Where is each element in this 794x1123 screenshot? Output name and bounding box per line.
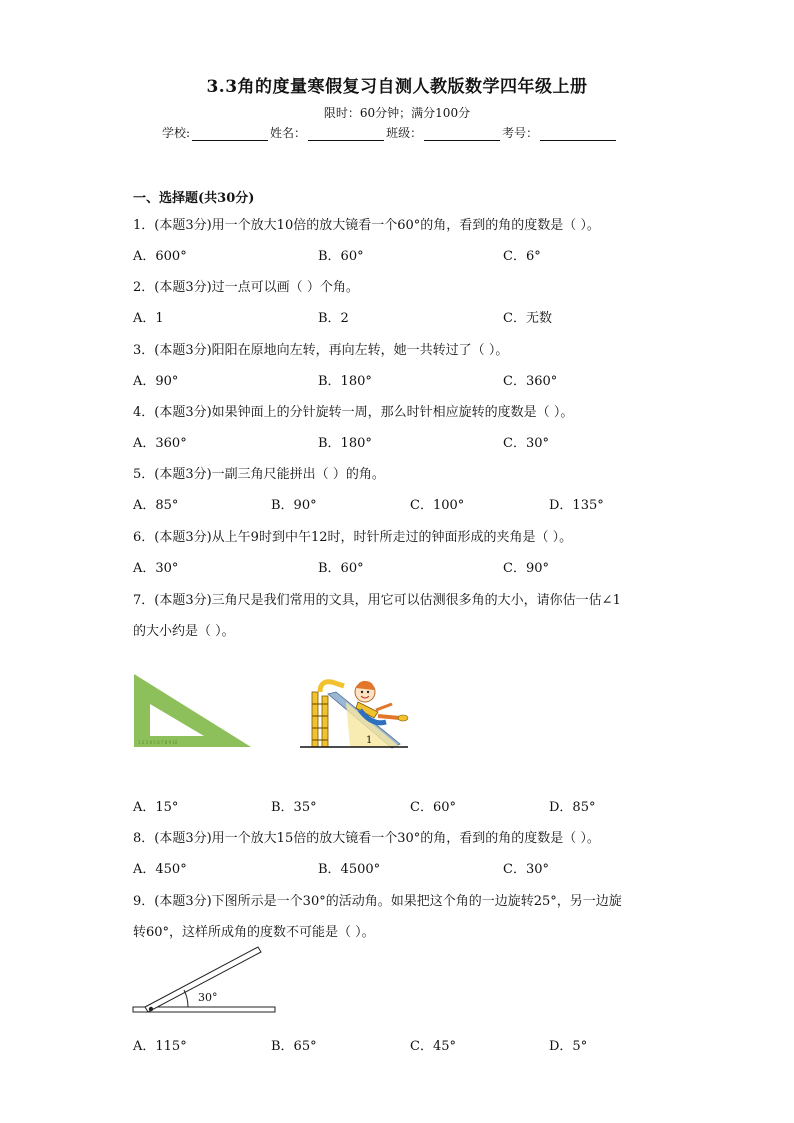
option[interactable]: D．135° [549, 498, 604, 513]
question-1: 1．(本题3分)用一个放大10倍的放大镜看一个60°的角，看到的角的度数是（ ）。 [133, 218, 600, 233]
question-9: 9．(本题3分)下图所示是一个30°的活动角。如果把这个角的一边旋转25°，另一边旋 [133, 894, 622, 909]
option[interactable]: C．6° [503, 249, 541, 264]
movable-angle-figure [130, 945, 280, 1025]
option[interactable]: C．60° [410, 800, 456, 815]
option[interactable]: A．115° [133, 1039, 187, 1054]
option[interactable]: A．85° [133, 498, 179, 513]
option[interactable]: C．90° [503, 561, 549, 576]
slide-figure [300, 674, 440, 754]
option[interactable]: B．60° [318, 561, 364, 576]
option[interactable]: A．15° [133, 800, 179, 815]
option[interactable]: A．30° [133, 561, 179, 576]
section-title: 一、选择题(共30分) [133, 191, 255, 206]
option[interactable]: C．100° [410, 498, 465, 513]
option[interactable]: B．65° [271, 1039, 317, 1054]
question-3: 3．(本题3分)阳阳在原地向左转，再向左转，她一共转过了（ ）。 [133, 343, 509, 358]
name-label: 姓名： [270, 126, 307, 140]
question-2: 2．(本题3分)过一点可以画（ ）个角。 [133, 280, 359, 295]
option[interactable]: C．45° [410, 1039, 456, 1054]
time-limit-line: 限时：60分钟；满分100分 [323, 106, 471, 120]
option[interactable]: A．450° [133, 862, 187, 877]
exam-no-label: 考号： [502, 126, 539, 140]
option[interactable]: B．180° [318, 374, 372, 389]
option[interactable]: A．1 [133, 311, 164, 326]
option[interactable]: B．180° [318, 436, 372, 451]
option[interactable]: A．360° [133, 436, 187, 451]
question-9-line-2: 转60°，这样所成角的度数不可能是（ ）。 [133, 925, 375, 940]
question-7-line-2: 的大小约是（ ）。 [133, 624, 235, 639]
option[interactable]: D．5° [549, 1039, 588, 1054]
option[interactable]: B．35° [271, 800, 317, 815]
exam-no-blank[interactable] [540, 128, 616, 141]
page-title: 3.3角的度量寒假复习自测人教版数学四年级上册 [206, 77, 588, 97]
class-blank[interactable] [424, 128, 500, 141]
question-6: 6．(本题3分)从上午9时到中午12时，时针所走过的钟面形成的夹角是（ ）。 [133, 530, 573, 545]
option[interactable]: D．85° [549, 800, 596, 815]
option[interactable]: B．2 [318, 311, 349, 326]
question-4: 4．(本题3分)如果钟面上的分针旋转一周，那么时针相应旋转的度数是（ ）。 [133, 405, 574, 420]
option[interactable]: B．90° [271, 498, 317, 513]
angle-30-label: 30° [198, 991, 218, 1004]
school-label: 学校: [162, 126, 191, 140]
option[interactable]: C．360° [503, 374, 558, 389]
option[interactable]: C．30° [503, 862, 549, 877]
school-blank[interactable] [192, 128, 268, 141]
option[interactable]: B．4500° [318, 862, 381, 877]
option[interactable]: C．30° [503, 436, 549, 451]
option[interactable]: A．600° [133, 249, 187, 264]
svg-text:1 2 3 4 5 6 7 8 9 10: 1 2 3 4 5 6 7 8 9 10 [138, 740, 178, 745]
question-5: 5．(本题3分)一副三角尺能拼出（ ）的角。 [133, 467, 385, 482]
class-label: 班级： [386, 126, 423, 140]
student-info-row [162, 124, 618, 141]
name-blank[interactable] [308, 128, 384, 141]
option[interactable]: B．60° [318, 249, 364, 264]
angle-1-label: 1 [366, 735, 373, 746]
question-8: 8．(本题3分)用一个放大15倍的放大镜看一个30°的角，看到的角的度数是（ ）。 [133, 831, 600, 846]
option[interactable]: A．90° [133, 374, 179, 389]
option[interactable]: C．无数 [503, 311, 552, 326]
question-7: 7．(本题3分)三角尺是我们常用的文具，用它可以估测很多角的大小，请你估一估∠1 [133, 593, 621, 608]
triangle-ruler-figure [134, 674, 252, 748]
